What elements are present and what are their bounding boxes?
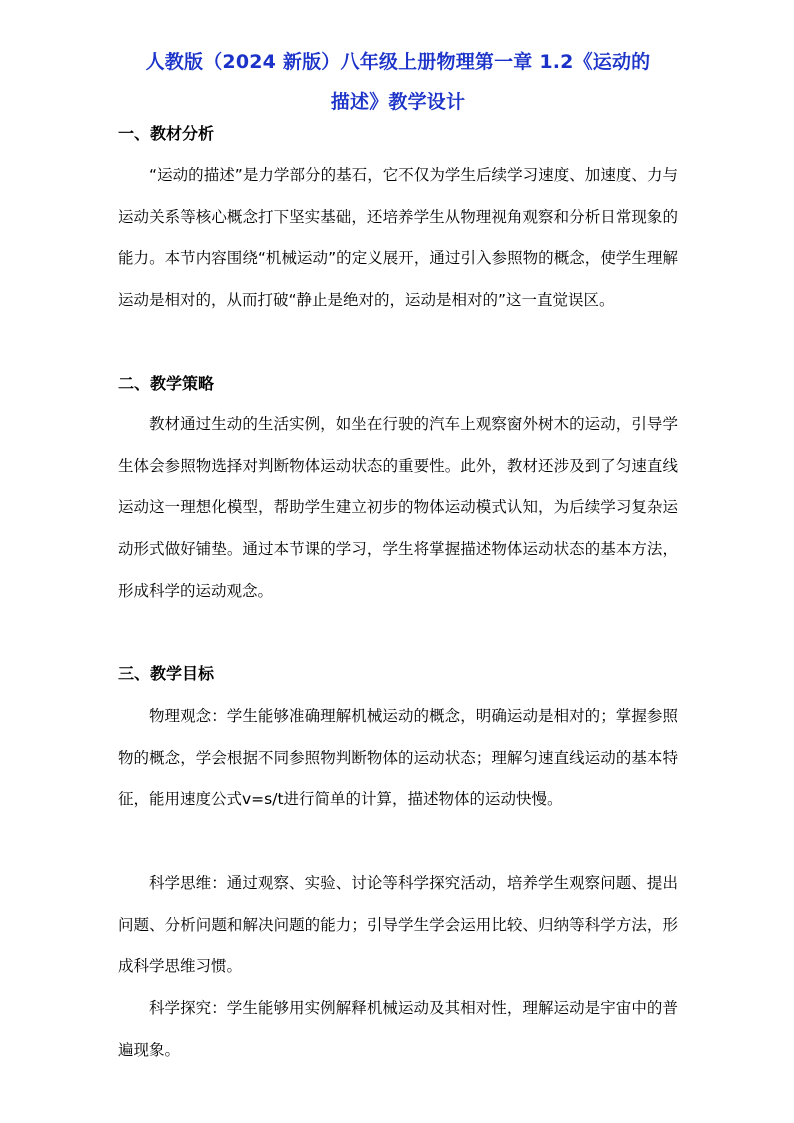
section-paragraph: 科学思维：通过观察、实验、讨论等科学探究活动，培养学生观察问题、提出问题、分析问题和解决问题的能力；引导学生学会运用比较、归纳等科学方法，形成科学思维习惯。 bbox=[118, 874, 678, 976]
section-heading-teaching-objectives: 三、教学目标 bbox=[118, 664, 215, 683]
document-title-line-2: 描述》教学设计 bbox=[330, 91, 466, 113]
document-title-line-1: 人教版（2024 新版）八年级上册物理第一章 1.2《运动的 bbox=[145, 51, 651, 73]
section-paragraph: 教材通过生动的生活实例，如坐在行驶的汽车上观察窗外树木的运动，引导学生体会参照物选择对判断物体运动状态的重要性。此外，教材还涉及到了匀速直线运动这一理想化模型，帮助学生建立初步的物体运动模式认知，为后续学习复杂运动形式做好铺垫。通过本节课的学习，学生将掌握描述物体运动状态的基本方法，形成科学的运动观念。 bbox=[118, 415, 678, 600]
section-heading-textbook-analysis: 一、教材分析 bbox=[118, 124, 215, 143]
section-paragraph: 科学探究：学生能够用实例解释机械运动及其相对性，理解运动是宇宙中的普遍现象。 bbox=[118, 999, 678, 1059]
section-paragraph: 物理观念：学生能够准确理解机械运动的概念，明确运动是相对的；掌握参照物的概念，学会根据不同参照物判断物体的运动状态；理解匀速直线运动的基本特征，能用速度公式v=s/t进行简单的计算，描述物体的运动快慢。 bbox=[118, 707, 678, 809]
section-heading-teaching-strategy: 二、教学策略 bbox=[118, 374, 215, 393]
section-paragraph: “运动的描述”是力学部分的基石，它不仅为学生后续学习速度、加速度、力与运动关系等核心概念打下坚实基础，还培养学生从物理视角观察和分析日常现象的能力。本节内容围绕“机械运动”的定义展开，通过引入参照物的概念，使学生理解运动是相对的，从而打破“静止是绝对的，运动是相对的”这一直觉误区。 bbox=[118, 166, 678, 310]
